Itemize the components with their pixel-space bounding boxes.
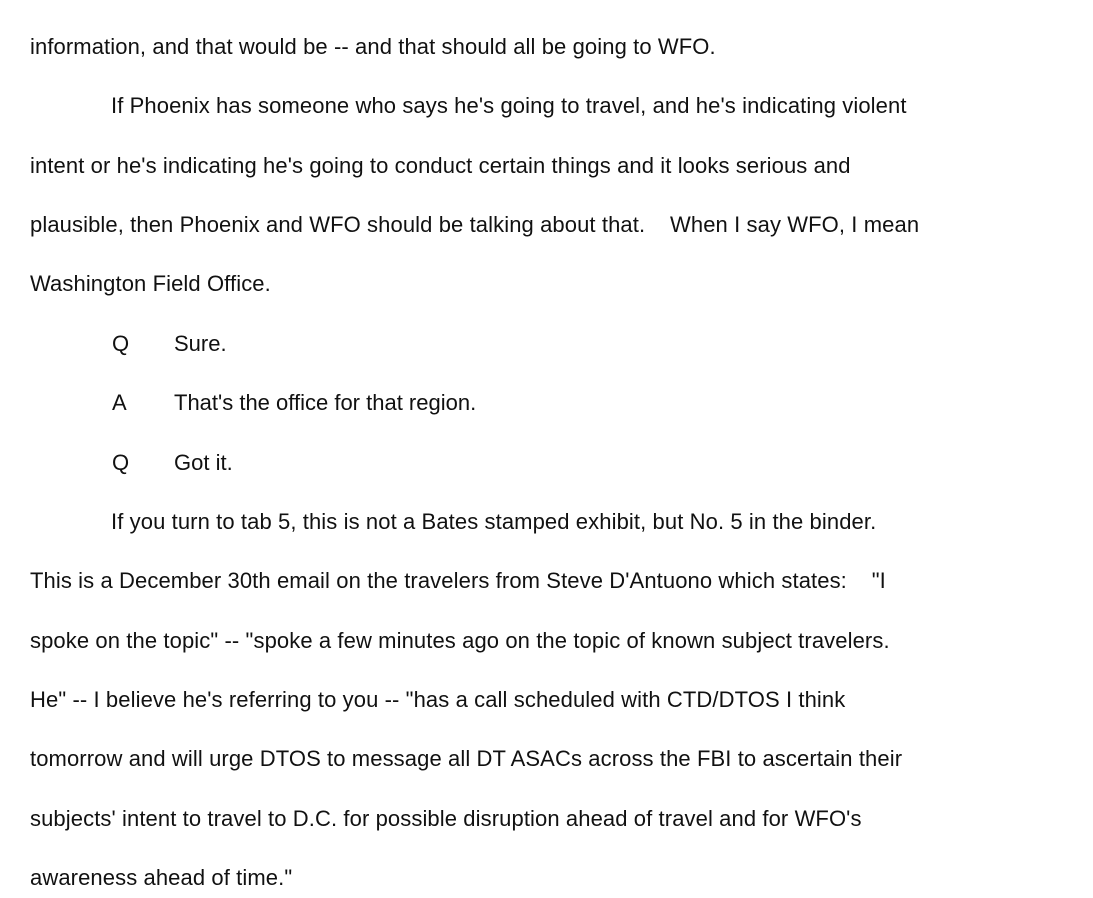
transcript-line: If Phoenix has someone who says he's going to travel, and he's indicating violent [111, 93, 907, 118]
transcript-line: plausible, then Phoenix and WFO should be talking about that. When I say WFO, I mean [30, 212, 920, 237]
transcript-line: subjects' intent to travel to D.C. for possible disruption ahead of travel and for WFO's [30, 806, 862, 831]
transcript-line: awareness ahead of time." [30, 865, 293, 890]
speaker-text: Sure. [174, 331, 227, 356]
speaker-label: A [112, 390, 127, 415]
transcript-line: This is a December 30th email on the travelers from Steve D'Antuono which states: "I [30, 568, 886, 593]
transcript-line: information, and that would be -- and that should all be going to WFO. [30, 34, 716, 59]
transcript-line: tomorrow and will urge DTOS to message all DT ASACs across the FBI to ascertain their [30, 746, 903, 771]
transcript-line: He" -- I believe he's referring to you -- "has a call scheduled with CTD/DTOS I think [30, 687, 846, 712]
transcript-line: Washington Field Office. [30, 271, 271, 296]
speaker-text: Got it. [174, 450, 233, 475]
speaker-label: Q [112, 450, 130, 475]
speaker-label: Q [112, 331, 130, 356]
transcript-line: If you turn to tab 5, this is not a Bates stamped exhibit, but No. 5 in the binder. [111, 509, 877, 534]
transcript-line: spoke on the topic" -- "spoke a few minutes ago on the topic of known subject travelers. [30, 628, 890, 653]
speaker-text: That's the office for that region. [174, 390, 477, 415]
transcript-line: intent or he's indicating he's going to conduct certain things and it looks serious and [30, 153, 851, 178]
